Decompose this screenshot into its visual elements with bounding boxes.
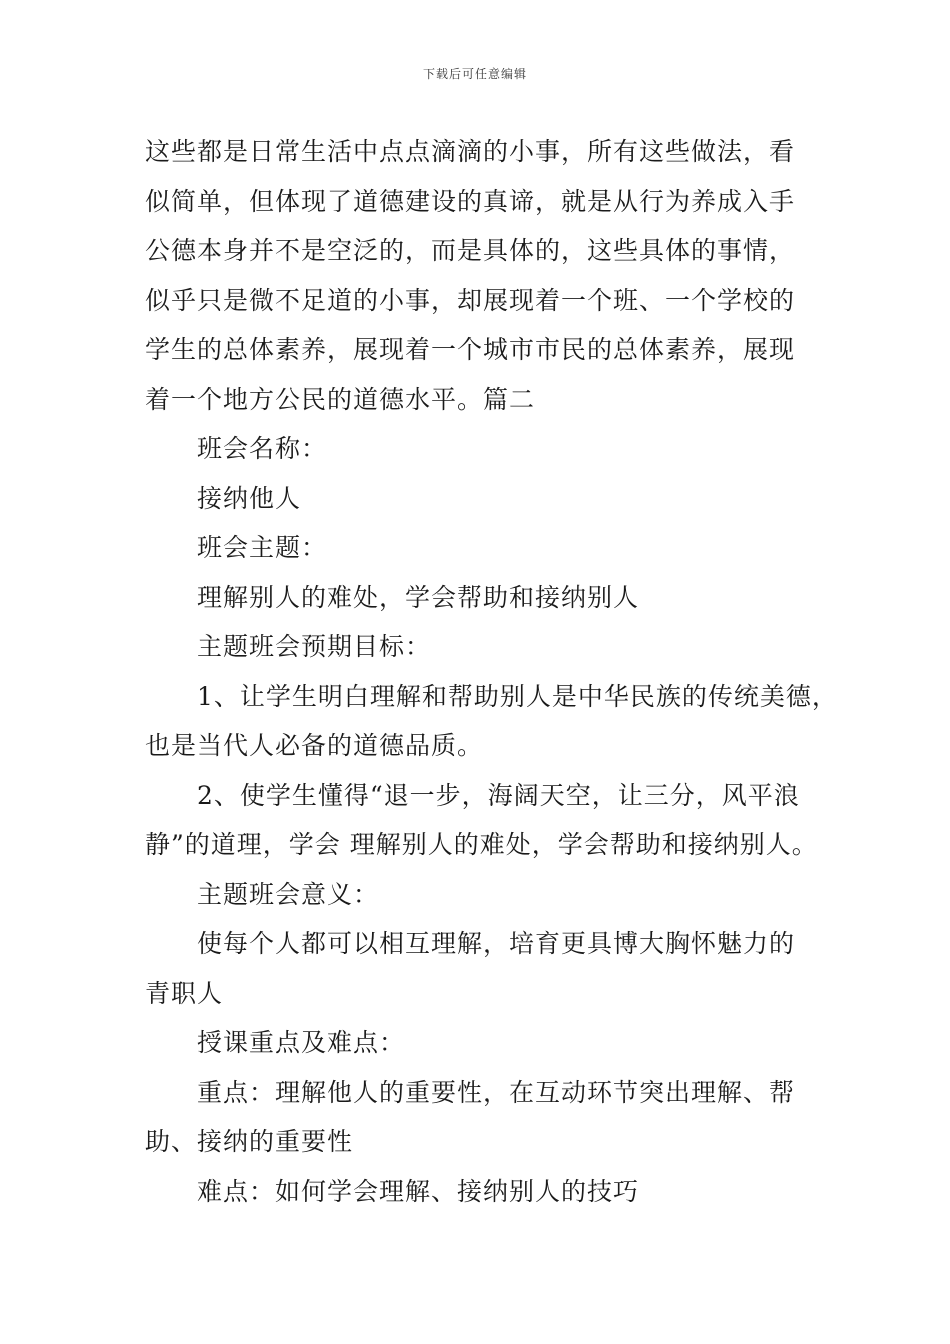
paragraph-line: 公德本身并不是空泛的，而是具体的，这些具体的事情， (145, 236, 796, 265)
paragraph-line: 青职人 (145, 978, 224, 1008)
paragraph-line: 着一个地方公民的道德水平。篇二 (145, 384, 536, 414)
paragraph-line: 似乎只是微不足道的小事，却展现着一个班、一个学校的 (145, 285, 796, 315)
paragraph-line: 重点：理解他人的重要性，在互动环节突出理解、帮 (197, 1077, 796, 1107)
paragraph-line: 也是当代人必备的道德品质。 (145, 731, 484, 760)
paragraph-line: 静”的道理，学会 理解别人的难处，学会帮助和接纳别人。 (145, 830, 818, 859)
page-header: 下载后可任意编辑 (422, 67, 527, 81)
section-label: 授课重点及难点： (197, 1028, 406, 1057)
paragraph-line: 难点：如何学会理解、接纳别人的技巧 (197, 1176, 640, 1206)
section-label: 班会主题： (197, 533, 328, 562)
paragraph-line: 理解别人的难处，学会帮助和接纳别人 (197, 582, 640, 612)
paragraph-line: 助、接纳的重要性 (145, 1127, 354, 1156)
section-label: 班会名称： (197, 434, 328, 463)
section-label: 主题班会意义： (197, 879, 380, 909)
section-label: 主题班会预期目标： (197, 632, 432, 661)
paragraph-line: 似简单，但体现了道德建设的真谛，就是从行为养成入手 (145, 186, 796, 216)
paragraph-line: 这些都是日常生活中点点滴滴的小事，所有这些做法，看 (145, 137, 796, 166)
list-item: 2、使学生懂得“退一步，海阔天空，让三分，风平浪 (197, 780, 800, 810)
paragraph-line: 学生的总体素养，展现着一个城市市民的总体素养，展现 (145, 335, 796, 364)
paragraph-line: 接纳他人 (197, 483, 302, 513)
document-body (145, 127, 838, 1216)
paragraph-line: 使每个人都可以相互理解，培育更具博大胸怀魅力的 (197, 929, 796, 958)
list-item: 1、让学生明白理解和帮助别人是中华民族的传统美德， (197, 681, 838, 711)
